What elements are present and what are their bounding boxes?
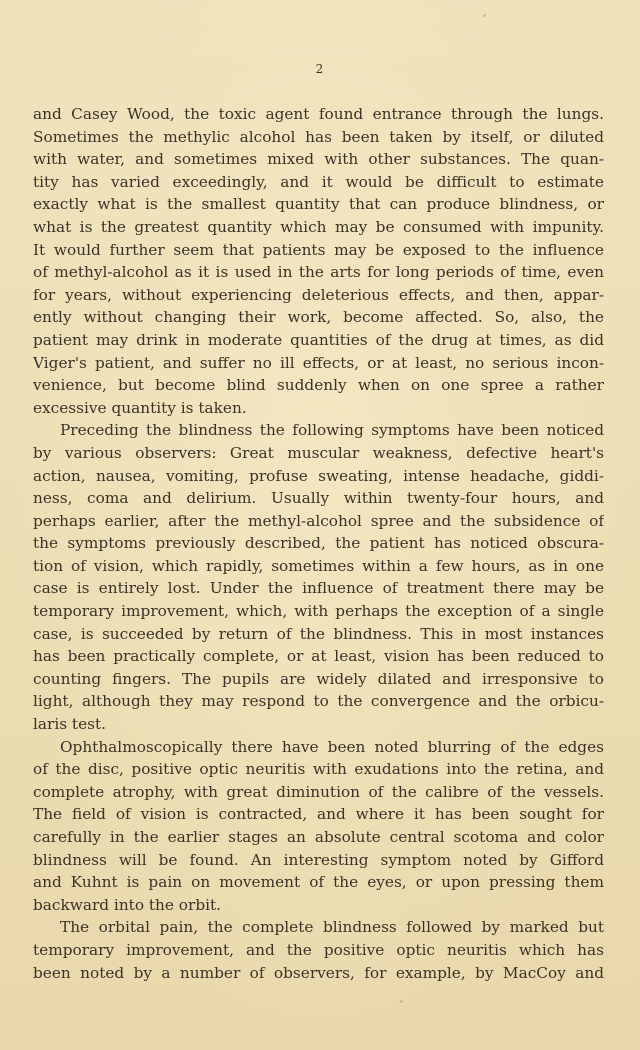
- text-line: Preceding the blindness the following symptoms have been noticed: [60, 421, 604, 440]
- text-line: the symptoms previously described, the patient has noticed obscura-: [33, 534, 604, 553]
- text-line: what is the greatest quantity which may be consumed with impunity.: [33, 217, 604, 236]
- text-line: excessive quantity is taken.: [33, 398, 247, 417]
- text-line: ness, coma and delirium. Usually within twenty-four hours, and: [33, 489, 604, 508]
- body-text: [33, 103, 604, 984]
- text-line: carefully in the earlier stages an absolute central scotoma and color: [33, 828, 604, 846]
- text-line: for years, without experiencing deleterious effects, and then, appar-: [33, 285, 604, 304]
- text-line: light, although they may respond to the convergence and the orbicu-: [33, 692, 604, 711]
- text-line: with water, and sometimes mixed with other substances. The quan-: [33, 150, 604, 169]
- text-line: Sometimes the methylic alcohol has been taken by itself, or diluted: [33, 127, 604, 146]
- text-line: tion of vision, which rapidly, sometimes within a few hours, as in one: [33, 556, 604, 575]
- text-line: It would further seem that patients may be exposed to the influence: [33, 240, 604, 259]
- text-line: blindness will be found. An interesting symptom noted by Gifford: [33, 850, 604, 869]
- text-line: has been practically complete, or at least, vision has been reduced to: [33, 647, 604, 666]
- text-line: action, nausea, vomiting, profuse sweating, intense headache, giddi-: [33, 466, 604, 485]
- text-line: of the disc, positive optic neuritis with exudations into the retina, and: [33, 760, 604, 779]
- text-line: The orbital pain, the complete blindness followed by marked but: [60, 918, 604, 937]
- text-line: and Kuhnt is pain on movement of the eyes, or upon pressing them: [33, 873, 604, 892]
- text-line: ently without changing their work, become affected. So, also, the: [33, 308, 604, 327]
- text-line: complete atrophy, with great diminution of the calibre of the vessels.: [33, 782, 604, 801]
- text-line: laris test.: [33, 715, 106, 734]
- text-line: been noted by a number of observers, for example, by MacCoy and: [33, 963, 604, 982]
- paper-speck: [400, 1000, 403, 1003]
- text-line: by various observers: Great muscular weakness, defective heart's: [33, 443, 604, 462]
- text-line: temporary improvement, and the positive optic neuritis which has: [33, 940, 604, 959]
- text-line: counting fingers. The pupils are widely dilated and irresponsive to: [33, 669, 604, 688]
- text-line: temporary improvement, which, with perhaps the exception of a single: [33, 602, 604, 621]
- text-line: case is entirely lost. Under the influence of treatment there may be: [33, 579, 604, 598]
- text-line: exactly what is the smallest quantity that can produce blindness, or: [33, 195, 604, 214]
- text-line: Viger's patient, and suffer no ill effects, or at least, no serious incon-: [33, 353, 604, 372]
- text-line: backward into the orbit.: [33, 895, 222, 914]
- page-number: 2: [315, 62, 325, 76]
- text-line: venience, but become blind suddenly when on one spree a rather: [33, 376, 604, 395]
- text-line: perhaps earlier, after the methyl-alcohol spree and the subsidence of: [33, 511, 604, 530]
- text-line: Ophthalmoscopically there have been noted blurring of the edges: [60, 737, 604, 756]
- text-line: and Casey Wood, the toxic agent found entrance through the lungs.: [33, 105, 604, 123]
- text-line: tity has varied exceedingly, and it would be difficult to estimate: [33, 172, 604, 191]
- text-line: patient may drink in moderate quantities of the drug at times, as did: [33, 330, 604, 349]
- paper-speck: [483, 14, 486, 17]
- text-line: of methyl-alcohol as it is used in the arts for long periods of time, even: [33, 263, 604, 282]
- text-line: The field of vision is contracted, and where it has been sought for: [33, 805, 604, 824]
- text-line: case, is succeeded by return of the blindness. This in most instances: [33, 624, 604, 643]
